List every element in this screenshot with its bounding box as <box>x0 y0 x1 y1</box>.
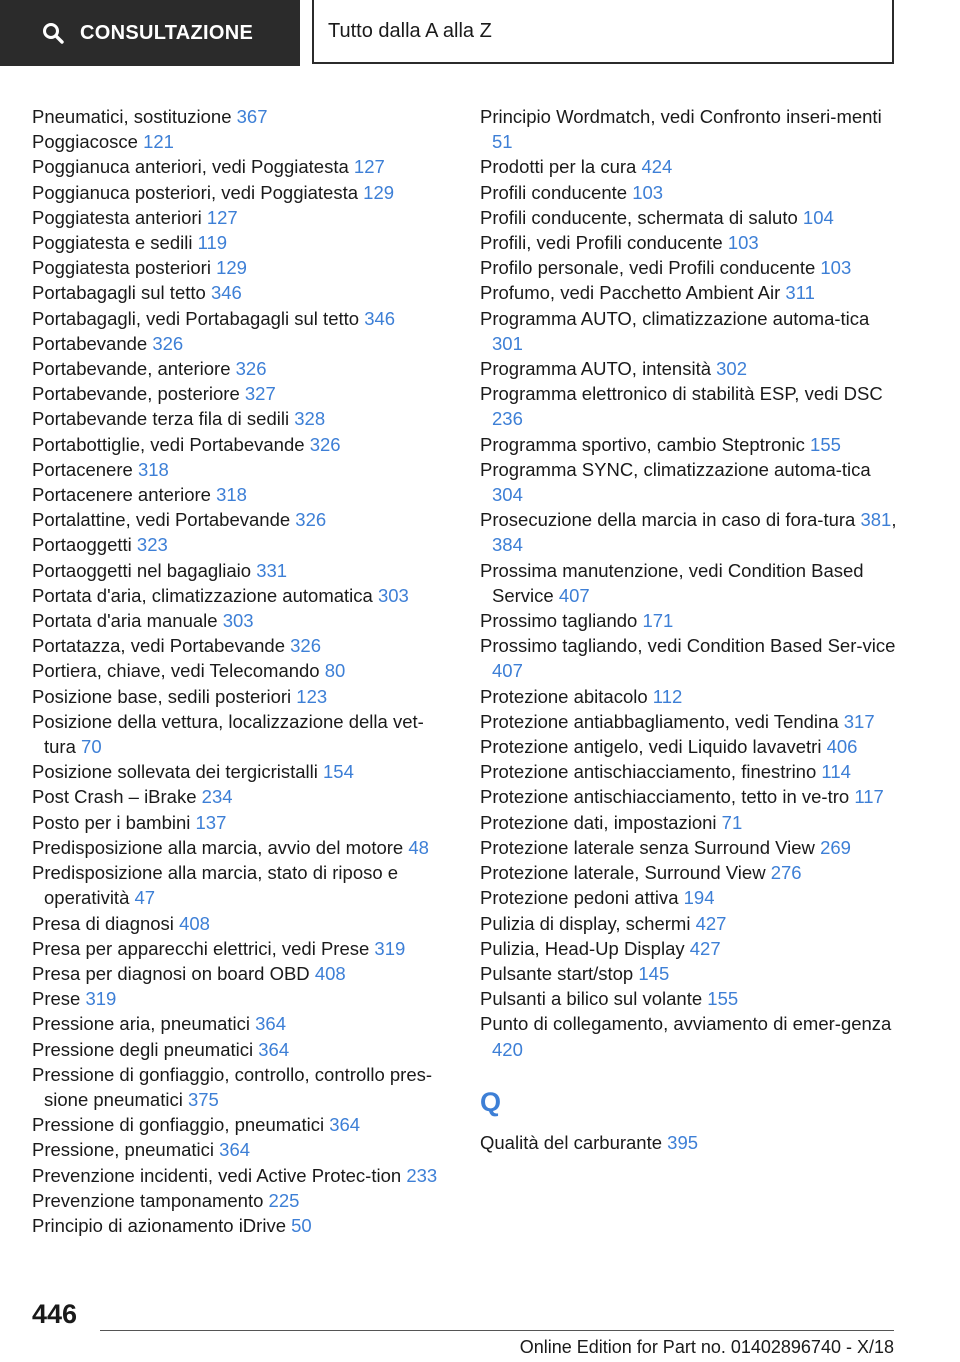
index-entry-term: Prodotti per la cura <box>480 156 637 178</box>
index-entry-term: Presa per apparecchi elettrici, vedi Prese <box>32 937 370 959</box>
index-entry <box>32 810 452 835</box>
index-entry <box>480 356 900 381</box>
page-reference-link[interactable]: 326 <box>235 358 267 380</box>
index-entry <box>32 633 452 658</box>
page-reference-link[interactable]: 103 <box>820 257 852 279</box>
index-entry-term: Portata d'aria manuale <box>32 610 218 632</box>
index-entry <box>32 230 452 255</box>
index-entry <box>32 1037 452 1062</box>
page-reference-link[interactable]: 121 <box>143 131 174 153</box>
page-reference-link[interactable]: 48 <box>408 836 429 858</box>
index-entry-term: Pressione aria, pneumatici <box>32 1013 250 1035</box>
index-entry <box>32 583 452 608</box>
index-entry <box>32 255 452 280</box>
page-reference-link[interactable]: 129 <box>216 257 247 279</box>
page-reference-link[interactable]: 381 <box>860 509 892 531</box>
index-entry <box>32 835 452 860</box>
page-reference-link[interactable]: 427 <box>695 912 727 934</box>
index-entry-term: Portabagagli sul tetto <box>32 282 206 304</box>
index-entry <box>480 180 900 205</box>
index-entry <box>480 810 900 835</box>
index-entry <box>480 911 900 936</box>
index-entry <box>32 1062 452 1112</box>
index-entry <box>480 1130 900 1155</box>
page-header <box>0 0 960 66</box>
index-entry-term: Programma elettronico di stabilità ESP, vedi DSC <box>480 383 883 405</box>
index-entry-term: Prossima manutenzione, vedi Condition Based Service <box>480 559 864 606</box>
page-reference-link[interactable]: 119 <box>197 232 228 254</box>
index-entry-term: Portabottiglie, vedi Portabevande <box>32 433 305 455</box>
index-entry-term: Predisposizione alla marcia, stato di riposo e operatività <box>32 862 399 909</box>
index-entry-term: Protezione antischiacciamento, tetto in ve-tro <box>480 786 850 808</box>
page-reference-link[interactable]: 328 <box>294 408 326 430</box>
index-entry <box>480 381 900 431</box>
index-entry <box>480 759 900 784</box>
index-entry <box>480 986 900 1011</box>
page-reference-link[interactable]: 225 <box>268 1189 300 1211</box>
page-reference-link[interactable]: 117 <box>854 786 884 808</box>
index-entry-term: Protezione laterale senza Surround View <box>480 836 815 858</box>
index-entry <box>32 658 452 683</box>
page-reference-link[interactable]: 406 <box>826 736 858 758</box>
index-section-letter: Q <box>480 1086 502 1117</box>
index-entry <box>32 507 452 532</box>
page-reference-link[interactable]: 303 <box>222 610 254 632</box>
index-entry <box>32 457 452 482</box>
index-entry-term: Portiera, chiave, vedi Telecomando <box>32 660 320 682</box>
footer-divider <box>100 1330 894 1331</box>
index-entry-term: Portabagagli, vedi Portabagagli sul tetto <box>32 307 360 329</box>
page-reference-link[interactable]: 384 <box>492 534 523 556</box>
page-reference-link[interactable]: 331 <box>256 559 288 581</box>
page-reference-link[interactable]: 367 <box>236 106 268 127</box>
index-entry <box>480 1011 900 1061</box>
index-entry-term: Poggianuca posteriori, vedi Poggiatesta <box>32 181 359 203</box>
index-entry-term: Portabevande <box>32 332 148 354</box>
page-reference-link[interactable]: 326 <box>309 433 341 455</box>
page-reference-link[interactable]: 103 <box>727 232 759 254</box>
index-entry-term: Prevenzione incidenti, vedi Active Protec-tion <box>32 1164 402 1186</box>
index-entry-term: Poggiatesta e sedili <box>32 232 193 254</box>
index-entry-term: Qualità del carburante <box>480 1131 663 1153</box>
page-reference-link[interactable]: 194 <box>683 887 715 909</box>
index-entry <box>32 759 452 784</box>
index-entry <box>32 406 452 431</box>
index-entry <box>32 784 452 809</box>
page-reference-link[interactable]: 50 <box>291 1214 312 1236</box>
index-entry-term: Prese <box>32 988 81 1010</box>
section-label: CONSULTAZIONE <box>80 21 254 44</box>
page-reference-link[interactable]: 304 <box>492 484 523 506</box>
page-reference-link[interactable]: 408 <box>314 962 346 984</box>
index-entry <box>32 154 452 179</box>
consultazione-tab[interactable] <box>0 0 300 66</box>
index-entry <box>32 911 452 936</box>
index-entry <box>480 558 900 608</box>
index-entry-term: Predisposizione alla marcia, avvio del motore <box>32 836 404 858</box>
index-entry-term: Pulizia di display, schermi <box>480 912 691 934</box>
page-reference-link[interactable]: 123 <box>296 685 328 707</box>
index-entry <box>480 885 900 910</box>
index-entry <box>480 860 900 885</box>
index-entry: Prosecuzione della marcia in caso di fora-tura 381, 384 <box>480 509 897 556</box>
page-reference-link[interactable]: 364 <box>255 1013 287 1035</box>
page-reference-link[interactable]: 276 <box>770 862 802 884</box>
index-entry-term: Portatazza, vedi Portabevande <box>32 635 285 657</box>
page-reference-link[interactable]: 319 <box>374 937 406 959</box>
index-entry-term: Protezione antigelo, vedi Liquido lavavetri <box>480 736 822 758</box>
page-reference-link[interactable]: 127 <box>206 206 238 228</box>
index-entry <box>32 1137 452 1162</box>
page-reference-link[interactable]: 70 <box>81 736 102 758</box>
index-entry <box>480 205 900 230</box>
page-reference-link[interactable]: 427 <box>689 937 721 959</box>
index-entry-term: Portaoggetti nel bagagliaio <box>32 559 252 581</box>
index-entry-term: Posizione sollevata dei tergicristalli <box>32 761 318 783</box>
index-entry <box>32 986 452 1011</box>
index-entry <box>32 381 452 406</box>
index-entry-term: Protezione laterale, Surround View <box>480 862 766 884</box>
page-reference-link[interactable]: 408 <box>179 912 210 934</box>
index-entry-term: Posizione base, sedili posteriori <box>32 685 292 707</box>
index-entry <box>32 1188 452 1213</box>
index-entry <box>32 482 452 507</box>
page-reference-link[interactable]: 114 <box>821 761 851 783</box>
page-reference-link[interactable]: 155 <box>810 433 841 455</box>
index-entry <box>32 1112 452 1137</box>
page-reference-link[interactable]: 420 <box>492 1038 523 1060</box>
index-entry <box>480 961 900 986</box>
index-entry <box>480 684 900 709</box>
index-entry-term: Profumo, vedi Pacchetto Ambient Air <box>480 282 781 304</box>
index-entry-term: Programma AUTO, climatizzazione automa-tica <box>480 307 870 329</box>
index-entry <box>32 306 452 331</box>
page-reference-link[interactable]: 318 <box>216 484 247 506</box>
page-number: 446 <box>32 1299 78 1329</box>
footer-edition: Online Edition for Part no. 01402896740 - X/18 <box>519 1337 894 1357</box>
page-reference-link[interactable]: 155 <box>707 988 739 1010</box>
index-entry-term: Prevenzione tamponamento <box>32 1189 264 1211</box>
index-entry <box>480 633 900 683</box>
index-entry-term: Profili, vedi Profili conducente <box>480 232 723 254</box>
page-reference-link[interactable]: 317 <box>843 710 875 732</box>
index-entry <box>480 280 900 305</box>
index-entry-term: Protezione antiabbagliamento, vedi Tendina <box>480 710 839 732</box>
index-entry-term: Prossimo tagliando <box>480 610 638 632</box>
page-reference-link[interactable]: 80 <box>324 660 346 682</box>
index-entry-term: Pressione di gonfiaggio, controllo, controllo pres-sione pneumatici <box>32 1063 433 1110</box>
index-entry-term: Principio Wordmatch, vedi Confronto inseri-menti <box>480 106 882 127</box>
index-entry <box>480 835 900 860</box>
page-reference-link[interactable]: 346 <box>210 282 242 304</box>
index-entry <box>32 1163 452 1188</box>
index-entry-term: Pressione, pneumatici <box>32 1139 215 1161</box>
index-entry-term: Portacenere anteriore <box>32 484 211 506</box>
index-entry-term: Programma SYNC, climatizzazione automa-tica <box>480 458 871 480</box>
page-reference-link[interactable]: 71 <box>721 811 743 833</box>
index-entry <box>32 129 452 154</box>
page-reference-link[interactable]: 407 <box>558 584 590 606</box>
page-reference-link[interactable]: 318 <box>137 458 169 480</box>
page-reference-link[interactable]: 346 <box>364 307 396 329</box>
index-entry-term: Pulsanti a bilico sul volante <box>480 988 703 1010</box>
index-entry-term: Portabevande, posteriore <box>32 383 240 405</box>
index-entry-term: Portaoggetti <box>32 534 132 556</box>
page-reference-link[interactable]: 154 <box>323 761 354 783</box>
index-entry <box>480 230 900 255</box>
index-entry-term: Protezione pedoni attiva <box>480 887 679 909</box>
page-reference-link[interactable]: 323 <box>136 534 168 556</box>
index-entry-term: Pulsante start/stop <box>480 962 634 984</box>
page-reference-link[interactable]: 234 <box>201 786 233 808</box>
index-entry-term: Profili conducente <box>480 181 628 203</box>
index-entry-term: Profili conducente, schermata di saluto <box>480 206 798 228</box>
page-reference-link[interactable]: 127 <box>353 156 385 178</box>
page-reference-link[interactable]: 375 <box>187 1088 219 1110</box>
index-entry <box>480 104 900 154</box>
index-entry-term: Posto per i bambini <box>32 811 191 833</box>
index-entry-term: Poggianuca anteriori, vedi Poggiatesta <box>32 156 349 178</box>
index-entry-term: Portata d'aria, climatizzazione automatica <box>32 584 373 606</box>
index-entry <box>480 255 900 280</box>
index-entry-term: Post Crash – iBrake <box>32 786 197 808</box>
page-reference-link[interactable]: 137 <box>195 811 227 833</box>
index-entry <box>32 608 452 633</box>
index-entry-term: Portabevande terza fila di sedili <box>32 408 290 430</box>
index-entry <box>32 860 452 910</box>
index-column-left <box>32 104 452 1238</box>
index-entry <box>32 356 452 381</box>
index-entry <box>32 684 452 709</box>
index-entry-term: Poggiatesta anteriori <box>32 206 202 228</box>
page-reference-link[interactable]: 424 <box>641 156 673 178</box>
page-reference-link[interactable]: 104 <box>802 206 834 228</box>
page-reference-link[interactable]: 47 <box>134 887 156 909</box>
page-reference-link[interactable]: 303 <box>377 584 409 606</box>
index-entry-term: Pressione di gonfiaggio, pneumatici <box>32 1114 325 1136</box>
index-entry-term: Poggiacosce <box>32 131 138 153</box>
page-reference-link[interactable]: 145 <box>638 962 670 984</box>
index-entry-term: Protezione antischiacciamento, finestrino <box>480 761 817 783</box>
page-reference-link[interactable]: 327 <box>244 383 276 405</box>
index-entry <box>480 457 900 507</box>
page-reference-link[interactable]: 326 <box>152 332 184 354</box>
index-entry-term: Prossimo tagliando, vedi Condition Based Ser-vice <box>480 635 896 657</box>
page-reference-link[interactable]: 364 <box>329 1114 361 1136</box>
index-entry-term: Programma sportivo, cambio Steptronic <box>480 433 805 455</box>
index-entry <box>32 558 452 583</box>
page-reference-link[interactable]: 236 <box>492 408 523 430</box>
index-entry-term: Principio di azionamento iDrive <box>32 1214 286 1236</box>
page-reference-link[interactable]: 171 <box>642 610 674 632</box>
index-entry-term: Portalattine, vedi Portabevande <box>32 509 291 531</box>
index-entry <box>480 306 900 356</box>
page-reference-link[interactable]: 326 <box>295 509 327 531</box>
index-entry <box>32 104 452 129</box>
page-reference-link[interactable]: 112 <box>652 685 683 707</box>
index-entry-term: Portacenere <box>32 458 133 480</box>
index-entry-term: Pressione degli pneumatici <box>32 1038 254 1060</box>
chapter-title: Tutto dalla A alla Z <box>328 19 492 42</box>
index-entry <box>480 709 900 734</box>
index-entry <box>32 961 452 986</box>
index-entry <box>32 280 452 305</box>
index-entry-term: Protezione abitacolo <box>480 685 648 707</box>
index-column-right <box>480 104 900 1155</box>
search-icon <box>42 22 64 44</box>
index-entry <box>480 734 900 759</box>
index-entry <box>32 331 452 356</box>
page-reference-link[interactable]: 233 <box>406 1164 438 1186</box>
index-entry-term: Protezione dati, impostazioni <box>480 811 717 833</box>
index-entry <box>32 1011 452 1036</box>
page-reference-link[interactable]: 395 <box>667 1131 699 1153</box>
index-entry <box>32 532 452 557</box>
index-entry-term: Profilo personale, vedi Profili conducente <box>480 257 816 279</box>
index-entry <box>480 154 900 179</box>
index-entry <box>480 608 900 633</box>
chapter-title-tab[interactable] <box>312 0 894 64</box>
index-entry-term: Punto di collegamento, avviamento di emer-genza <box>480 1013 892 1035</box>
index-entry <box>32 1213 452 1238</box>
index-entry <box>32 205 452 230</box>
index-entry <box>480 432 900 457</box>
index-entry <box>32 936 452 961</box>
page-reference-link[interactable]: 103 <box>632 181 664 203</box>
page-reference-link[interactable]: 364 <box>258 1038 290 1060</box>
index-entry-term: Portabevande, anteriore <box>32 358 231 380</box>
index-entry-term: Posizione della vettura, localizzazione della vet-tura <box>32 710 424 758</box>
index-entry-term: Poggiatesta posteriori <box>32 257 211 279</box>
index-entry <box>480 784 900 809</box>
page-reference-link[interactable]: 301 <box>492 332 523 354</box>
index-entry-term: Presa per diagnosi on board OBD <box>32 962 310 984</box>
index-entry-term: Pneumatici, sostituzione <box>32 106 232 127</box>
page-reference-link[interactable]: 326 <box>290 635 322 657</box>
index-entry <box>32 432 452 457</box>
page-reference-link[interactable]: 269 <box>820 836 851 858</box>
page-reference-link[interactable]: 311 <box>785 282 815 304</box>
page-reference-link[interactable]: 319 <box>85 988 117 1010</box>
index-entry-term: Presa di diagnosi <box>32 912 174 934</box>
index-entry-term: Programma AUTO, intensità <box>480 358 711 380</box>
page-reference-link[interactable]: 51 <box>492 131 513 153</box>
index-entry <box>480 936 900 961</box>
index-entry-term: Prosecuzione della marcia in caso di fora-tura <box>480 509 856 531</box>
index-entry-term: Pulizia, Head-Up Display <box>480 937 685 959</box>
index-entry <box>32 180 452 205</box>
page-reference-link[interactable]: 407 <box>492 660 523 682</box>
page-reference-link[interactable]: 302 <box>716 358 748 380</box>
page-reference-link[interactable]: 129 <box>363 181 395 203</box>
index-entry <box>32 709 452 759</box>
page-reference-link[interactable]: 364 <box>219 1139 251 1161</box>
